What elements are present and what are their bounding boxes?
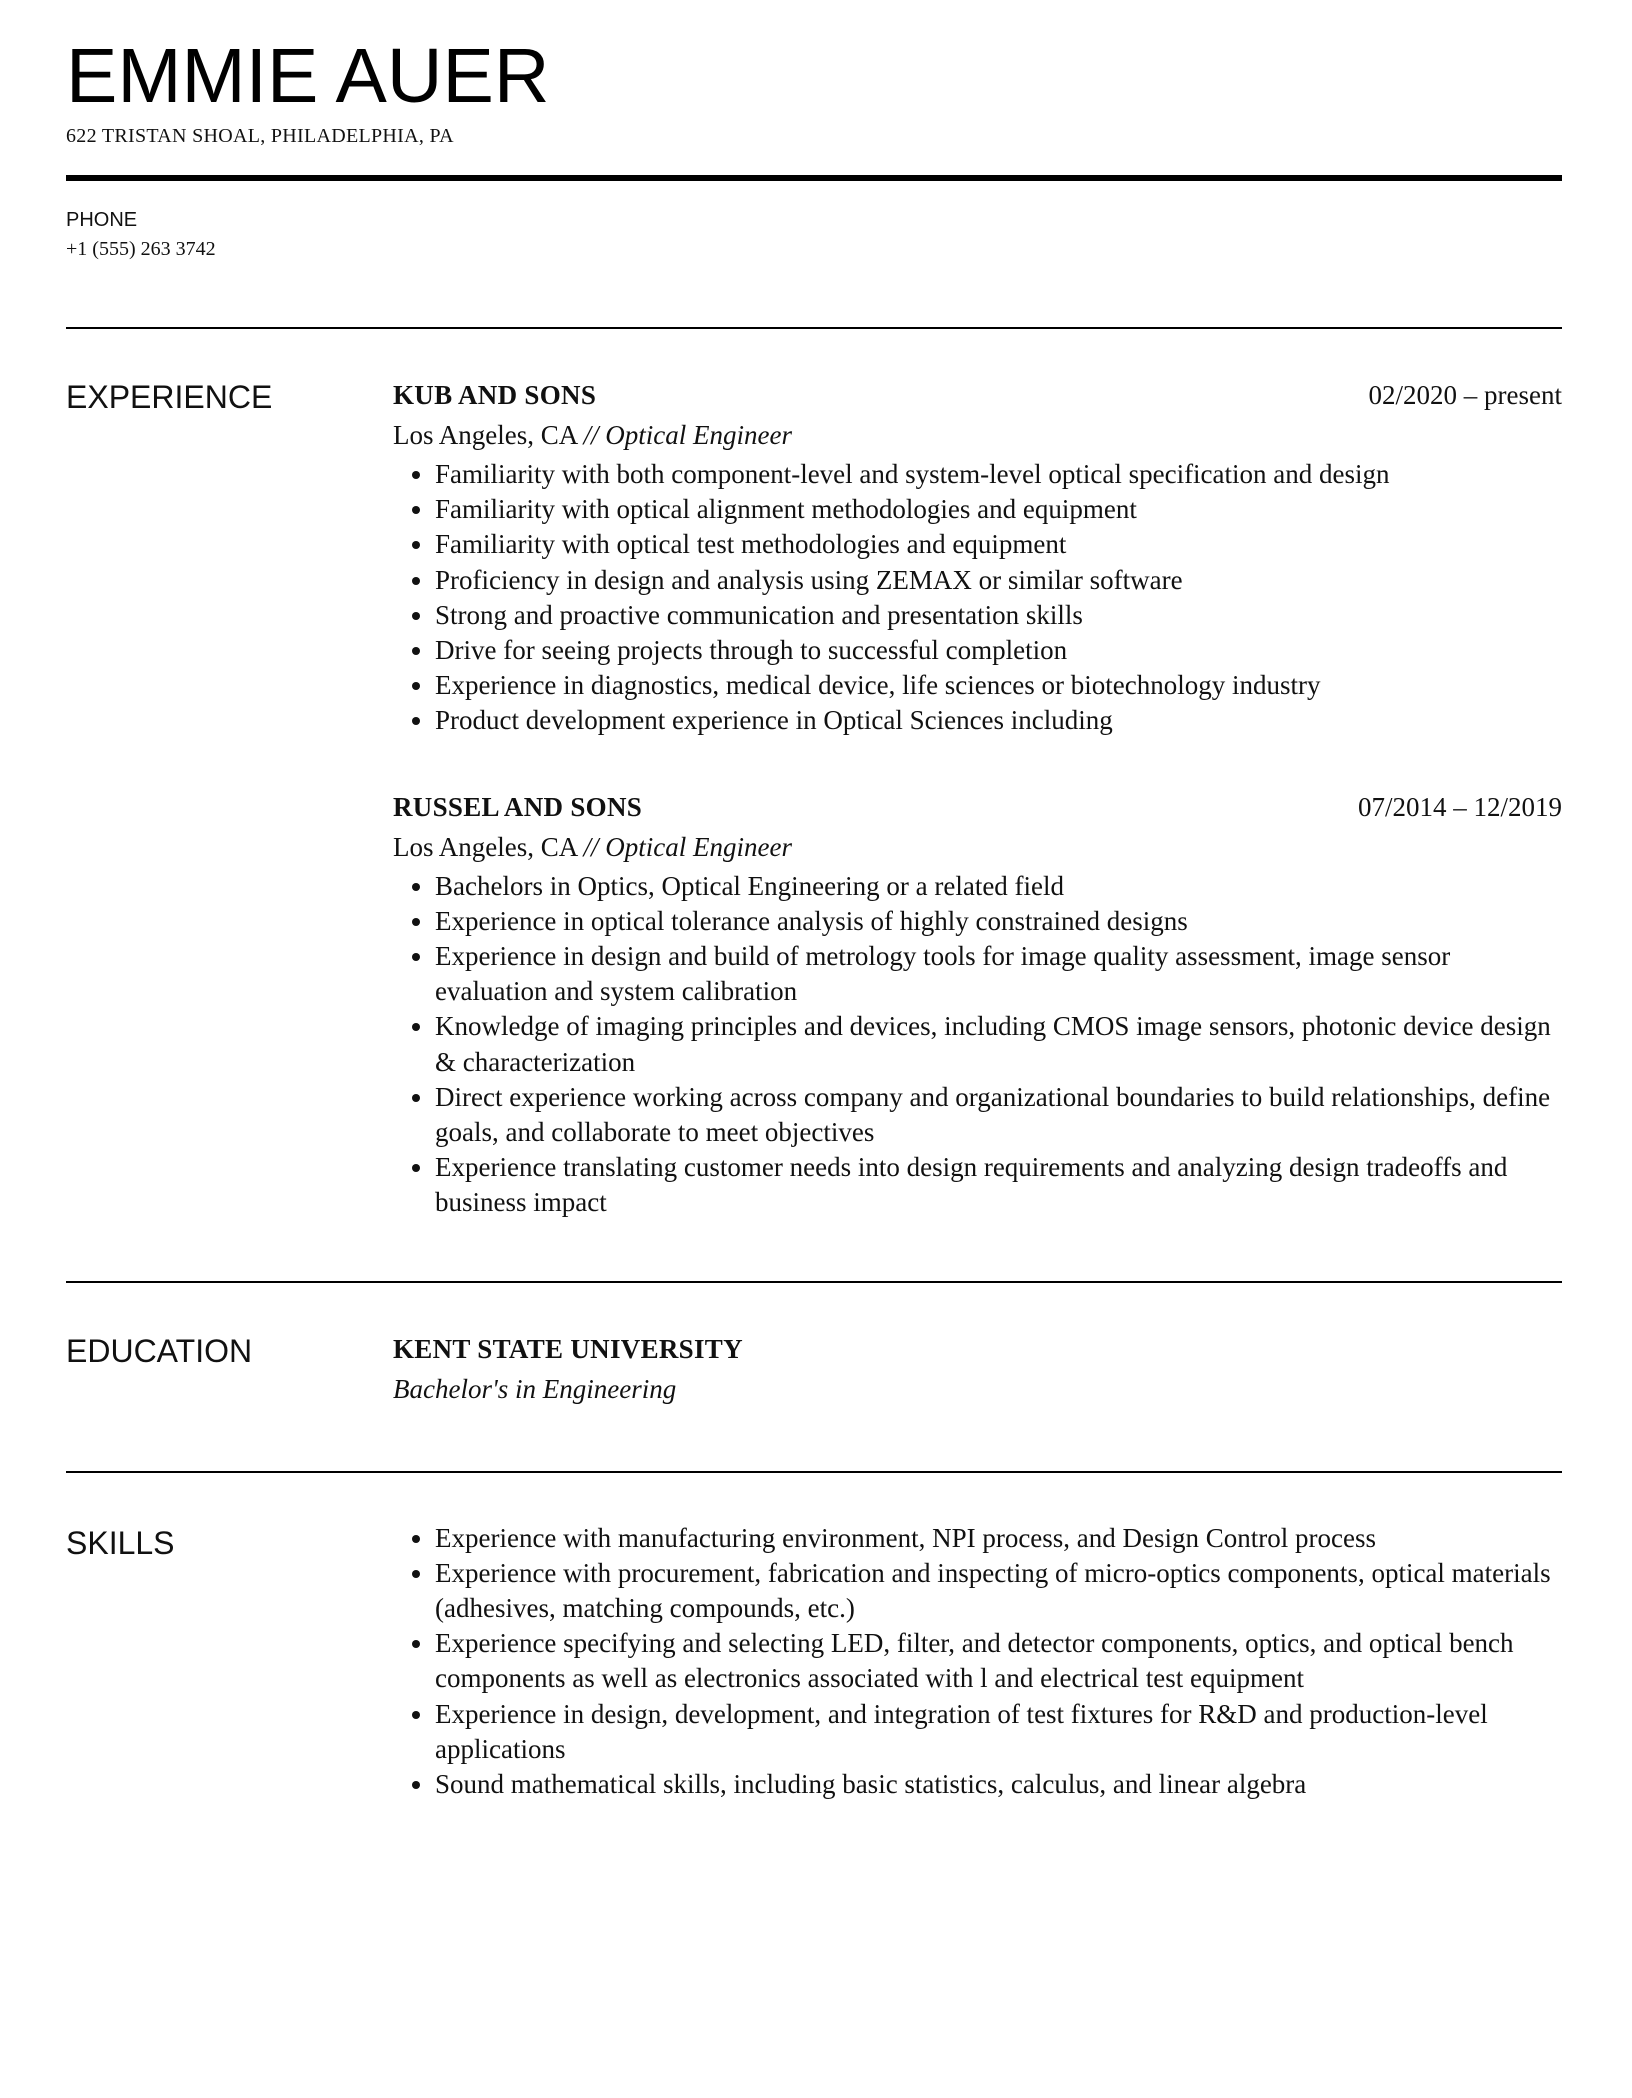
job-bullet: • Familiarity with optical test methodologies and equipment [435,527,1562,562]
candidate-address: 622 TRISTAN SHOAL, PHILADELPHIA, PA [66,125,454,147]
education-section [66,1329,1562,1409]
skills-section [66,1521,1562,1803]
degree-name: Bachelor's in Engineering [393,1373,677,1404]
education-body [393,1329,1562,1409]
job-role: Optical Engineer [605,831,792,862]
job-bullet: • Direct experience working across company and organizational boundaries to build relationships, define goals, and collaborate to meet objectives [435,1080,1562,1150]
phone-value: +1 (555) 263 3742 [66,238,216,260]
phone-label: PHONE [66,209,138,231]
job-subtitle [393,415,1562,455]
experience-section [66,375,1562,1221]
job-bullet: • Experience in optical tolerance analysis of highly constrained designs [435,904,1562,939]
job-entry [393,375,1562,739]
section-title-skills: SKILLS [66,1524,175,1561]
job-dates: 02/2020 – present [1368,380,1562,410]
job-bullet: • Experience in design and build of metrology tools for image quality assessment, image sensor evaluation and system calibration [435,939,1562,1009]
school-header [393,1329,1562,1369]
job-bullet: • Bachelors in Optics, Optical Engineering or a related field [435,869,1562,904]
job-bullet: • Experience in diagnostics, medical device, life sciences or biotechnology industry [435,668,1562,703]
job-role: Optical Engineer [605,420,792,450]
job-bullet: • Familiarity with optical alignment methodologies and equipment [435,492,1562,527]
job-bullet: • Proficiency in design and analysis using ZEMAX or similar software [435,563,1562,598]
resume-page [66,0,1562,1802]
job-bullet: • Strong and proactive communication and presentation skills [435,598,1562,633]
section-divider [66,1471,1562,1473]
job-bullet: • Knowledge of imaging principles and devices, including CMOS image sensors, photonic device design & characterization [435,1009,1562,1079]
job-bullet: • Experience translating customer needs into design requirements and analyzing design tradeoffs and business impact [435,1150,1562,1220]
job-separator: // [583,420,599,450]
job-bullets [393,457,1562,739]
job-entry [393,787,1562,1221]
school-name: KENT STATE UNIVERSITY [393,1333,743,1364]
section-title-experience: EXPERIENCE [66,379,273,415]
skill-item: • Experience with procurement, fabrication and inspecting of micro-optics components, optical materials (adhesives, matching compounds, etc.) [435,1556,1562,1626]
job-subtitle [393,827,1562,867]
job-bullet: • Product development experience in Optical Sciences including [435,703,1562,738]
header-divider [66,175,1562,181]
job-bullet: • Familiarity with both component-level and system-level optical specification and design [435,457,1562,492]
company-name: KUB AND SONS [393,380,597,410]
job-location: Los Angeles, CA [393,831,577,862]
job-header [393,787,1562,827]
skill-item: • Sound mathematical skills, including basic statistics, calculus, and linear algebra [435,1767,1562,1802]
skills-body [393,1521,1562,1803]
job-header [393,375,1562,415]
job-bullet: • Drive for seeing projects through to successful completion [435,633,1562,668]
company-name: RUSSEL AND SONS [393,791,643,822]
skill-item: • Experience in design, development, and integration of test fixtures for R&D and production-level applications [435,1697,1562,1767]
job-bullets [393,869,1562,1221]
job-location: Los Angeles, CA [393,420,577,450]
candidate-name: EMMIE AUER [66,33,550,119]
job-separator: // [583,831,599,862]
job-dates: 07/2014 – 12/2019 [1357,791,1562,822]
experience-body [393,375,1562,1221]
skill-item: • Experience specifying and selecting LED, filter, and detector components, optics, and optical bench components as well as electronics associated with l and electrical test equipment [435,1626,1562,1696]
section-divider [66,327,1562,329]
skills-list [393,1521,1562,1803]
skill-item: • Experience with manufacturing environment, NPI process, and Design Control process [435,1521,1562,1556]
section-title-education: EDUCATION [66,1332,253,1369]
degree [393,1369,1562,1409]
section-divider [66,1281,1562,1283]
